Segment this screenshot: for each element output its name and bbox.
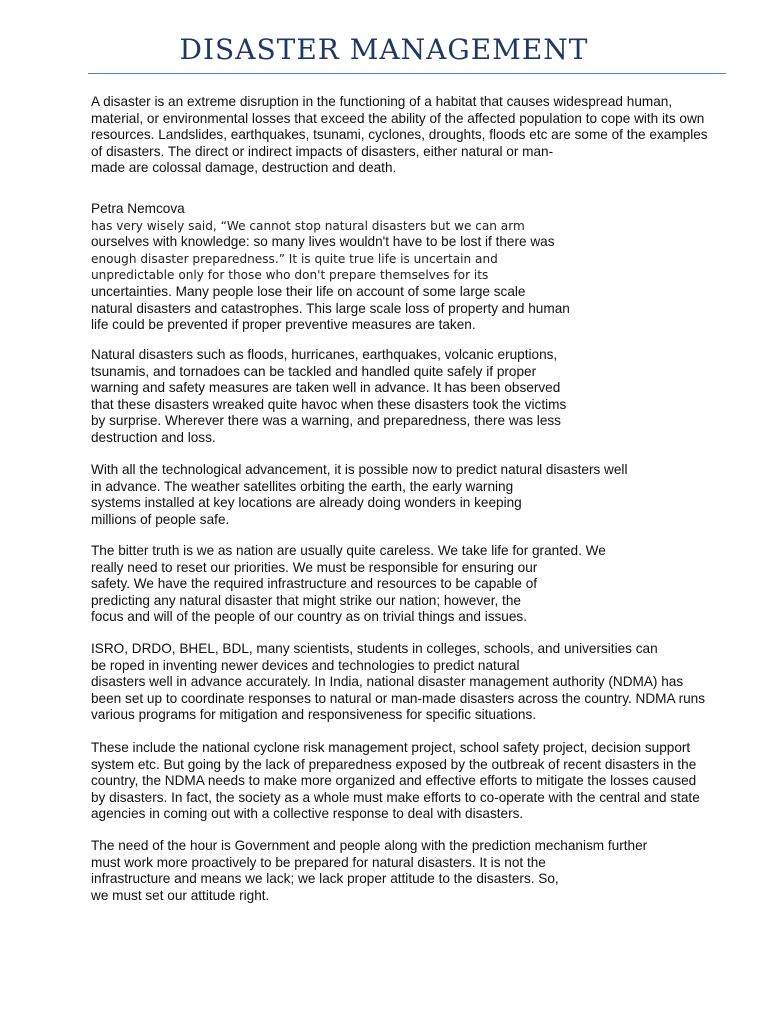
text-line: disasters well in advance accurately. In India, national disaster management authority (NDMA) has [91,674,684,690]
text-line: natural disasters and catastrophes. This large scale loss of property and human [91,300,570,316]
text-line: life could be prevented if proper preventive measures are taken. [91,317,476,333]
paragraph-bitter-truth [91,543,606,626]
text-line: system etc. But going by the lack of preparedness exposed by the outbreak of recent disasters in the [91,756,697,772]
paragraph-conclusion [91,838,647,904]
text-line: agencies in coming out with a collective response to deal with disasters. [91,806,524,822]
text-line: uncertainties. Many people lose their life on account of some large scale [91,283,526,299]
text-line: Petra Nemcova [91,201,185,216]
text-line: enough disaster preparedness.” It is quite true life is uncertain and [91,251,498,266]
text-line: millions of people safe. [91,511,230,527]
paragraph-technology [91,462,627,528]
text-line: made are colossal damage, destruction and death. [91,160,397,176]
text-line: systems installed at key locations are already doing wonders in keeping [91,495,522,511]
text-line: infrastructure and means we lack; we lack proper attitude to the disasters. So, [91,871,559,887]
page-title: DISASTER MANAGEMENT [179,33,589,66]
paragraph-definition [91,94,708,177]
text-line: With all the technological advancement, it is possible now to predict natural disasters well [91,462,628,477]
text-line: A disaster is an extreme disruption in the functioning of a habitat that causes widespread human, [91,94,673,109]
text-line: predicting any natural disaster that might strike our nation; however, the [91,592,521,608]
text-line: really need to reset our priorities. We must be responsible for ensuring our [91,559,538,575]
text-line: resources. Landslides, earthquakes, tsunami, cyclones, droughts, floods etc are some of the examples [91,127,708,143]
text-line: unpredictable only for those who don't prepare themselves for its [91,268,489,283]
paragraph-projects [91,740,700,823]
title-underline [88,73,726,74]
text-line: tsunamis, and tornadoes can be tackled and handled quite safely if proper [91,363,537,379]
text-line: been set up to coordinate responses to natural or man-made disasters across the country. NDMA runs [91,690,706,706]
text-line: has very wisely said, “We cannot stop natural disasters but we can arm [91,218,525,233]
text-line: The need of the hour is Government and people along with the prediction mechanism further [91,838,648,853]
text-line: warning and safety measures are taken well in advance. It has been observed [91,380,561,396]
paragraph-ndma [91,641,705,724]
text-line: by disasters. In fact, the society as a whole must make efforts to co-operate with the central and state [91,789,700,805]
text-line: by surprise. Wherever there was a warning, and preparedness, there was less [91,413,561,429]
text-line: focus and will of the people of our country as on trivial things and issues. [91,609,528,625]
text-line: material, or environmental losses that exceed the ability of the affected population to cope with its own [91,110,705,126]
text-line: we must set our attitude right. [91,887,270,903]
text-line: safety. We have the required infrastructure and resources to be capable of [91,576,538,592]
text-line: of disasters. The direct or indirect impacts of disasters, either natural or man- [91,143,554,159]
text-line: in advance. The weather satellites orbiting the earth, the early warning [91,478,514,494]
text-line: that these disasters wreaked quite havoc when these disasters took the victims [91,396,567,412]
text-line: must work more proactively to be prepared for natural disasters. It is not the [91,854,546,870]
paragraph-natural-disasters [91,347,566,447]
text-line: The bitter truth is we as nation are usually quite careless. We take life for granted. We [91,543,606,558]
text-line: destruction and loss. [91,429,216,445]
text-line: Natural disasters such as floods, hurricanes, earthquakes, volcanic eruptions, [91,347,558,362]
text-line: country, the NDMA needs to make more organized and effective efforts to mitigate the losses caused [91,773,697,789]
text-line: ISRO, DRDO, BHEL, BDL, many scientists, students in colleges, schools, and universities can [91,641,658,656]
text-line: ourselves with knowledge: so many lives wouldn't have to be lost if there was [91,234,555,250]
text-line: These include the national cyclone risk management project, school safety project, decision support [91,740,691,755]
paragraph-quote [91,201,570,334]
text-line: be roped in inventing newer devices and technologies to predict natural [91,657,520,673]
text-line: various programs for mitigation and responsiveness for specific situations. [91,707,537,723]
